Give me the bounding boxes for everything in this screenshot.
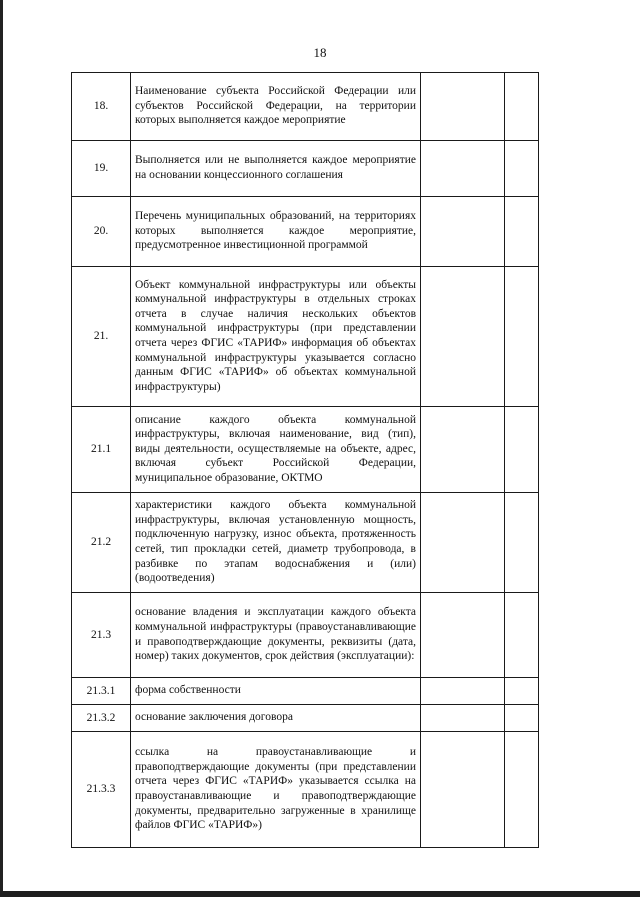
row-number: 21. xyxy=(72,267,131,407)
empty-cell xyxy=(421,493,505,593)
empty-cell xyxy=(421,732,505,848)
row-description: форма собственности xyxy=(131,678,421,705)
row-number: 20. xyxy=(72,197,131,267)
table-row xyxy=(72,197,539,267)
empty-cell xyxy=(505,267,539,407)
empty-cell xyxy=(421,73,505,141)
table-row xyxy=(72,593,539,678)
scan-bottom-edge xyxy=(0,891,640,897)
empty-cell xyxy=(421,678,505,705)
row-description: Выполняется или не выполняется каждое мероприятие на основании концессионного соглашения xyxy=(131,141,421,197)
table-row xyxy=(72,73,539,141)
empty-cell xyxy=(505,141,539,197)
empty-cell xyxy=(505,705,539,732)
row-description: основание владения и эксплуатации каждого объекта коммунальной инфраструктуры (правоустанавливающие и правоподтверждающие документы, реквизиты (дата, номер) таких документов, срок действия (эксплуатации): xyxy=(131,593,421,678)
empty-cell xyxy=(421,267,505,407)
table-row xyxy=(72,267,539,407)
scan-left-edge xyxy=(0,0,3,897)
empty-cell xyxy=(421,141,505,197)
requirements-table xyxy=(71,72,539,848)
empty-cell xyxy=(421,197,505,267)
row-description: ссылка на правоустанавливающие и правоподтверждающие документы (при представлении отчета через ФГИС «ТАРИФ» указывается ссылка на правоустанавливающие и правоподтверждающие документы, предварительно загруженные в хранилище файлов ФГИС «ТАРИФ») xyxy=(131,732,421,848)
empty-cell xyxy=(421,407,505,493)
empty-cell xyxy=(505,593,539,678)
row-number: 21.3.3 xyxy=(72,732,131,848)
empty-cell xyxy=(505,732,539,848)
empty-cell xyxy=(505,197,539,267)
table-row xyxy=(72,678,539,705)
row-number: 19. xyxy=(72,141,131,197)
empty-cell xyxy=(505,73,539,141)
table-row xyxy=(72,141,539,197)
row-description: Перечень муниципальных образований, на территориях которых выполняется каждое мероприятие, предусмотренное инвестиционной программой xyxy=(131,197,421,267)
row-number: 21.2 xyxy=(72,493,131,593)
table-row xyxy=(72,705,539,732)
row-description: характеристики каждого объекта коммунальной инфраструктуры, включая установленную мощность, подключенную нагрузку, износ объекта, протяженность сетей, тип прокладки сетей, диаметр трубопровода, в разбивке по этапам водоснабжения и (или) (водоотведения) xyxy=(131,493,421,593)
row-description: основание заключения договора xyxy=(131,705,421,732)
empty-cell xyxy=(505,493,539,593)
empty-cell xyxy=(505,678,539,705)
row-number: 21.3.2 xyxy=(72,705,131,732)
empty-cell xyxy=(421,705,505,732)
table-row xyxy=(72,493,539,593)
page-number: 18 xyxy=(313,45,327,60)
row-number: 18. xyxy=(72,73,131,141)
empty-cell xyxy=(505,407,539,493)
row-description: описание каждого объекта коммунальной инфраструктуры, включая наименование, вид (тип), виды деятельности, осуществляемые на объекте, адрес, включая субъект Российской Федерации, муниципальное образование, ОКТМО xyxy=(131,407,421,493)
empty-cell xyxy=(421,593,505,678)
table-row xyxy=(72,407,539,493)
row-number: 21.1 xyxy=(72,407,131,493)
row-description: Наименование субъекта Российской Федерации или субъектов Российской Федерации, на территории которых выполняется каждое мероприятие xyxy=(131,73,421,141)
row-number: 21.3.1 xyxy=(72,678,131,705)
row-number: 21.3 xyxy=(72,593,131,678)
table-row xyxy=(72,732,539,848)
row-description: Объект коммунальной инфраструктуры или объекты коммунальной инфраструктуры в отдельных строках отчета в случае наличия нескольких объектов коммунальной инфраструктуры (при представлении отчета через ФГИС «ТАРИФ» информация об объектах коммунальной инфраструктуры указывается согласно данным ФГИС «ТАРИФ» об объектах коммунальной инфраструктуры) xyxy=(131,267,421,407)
